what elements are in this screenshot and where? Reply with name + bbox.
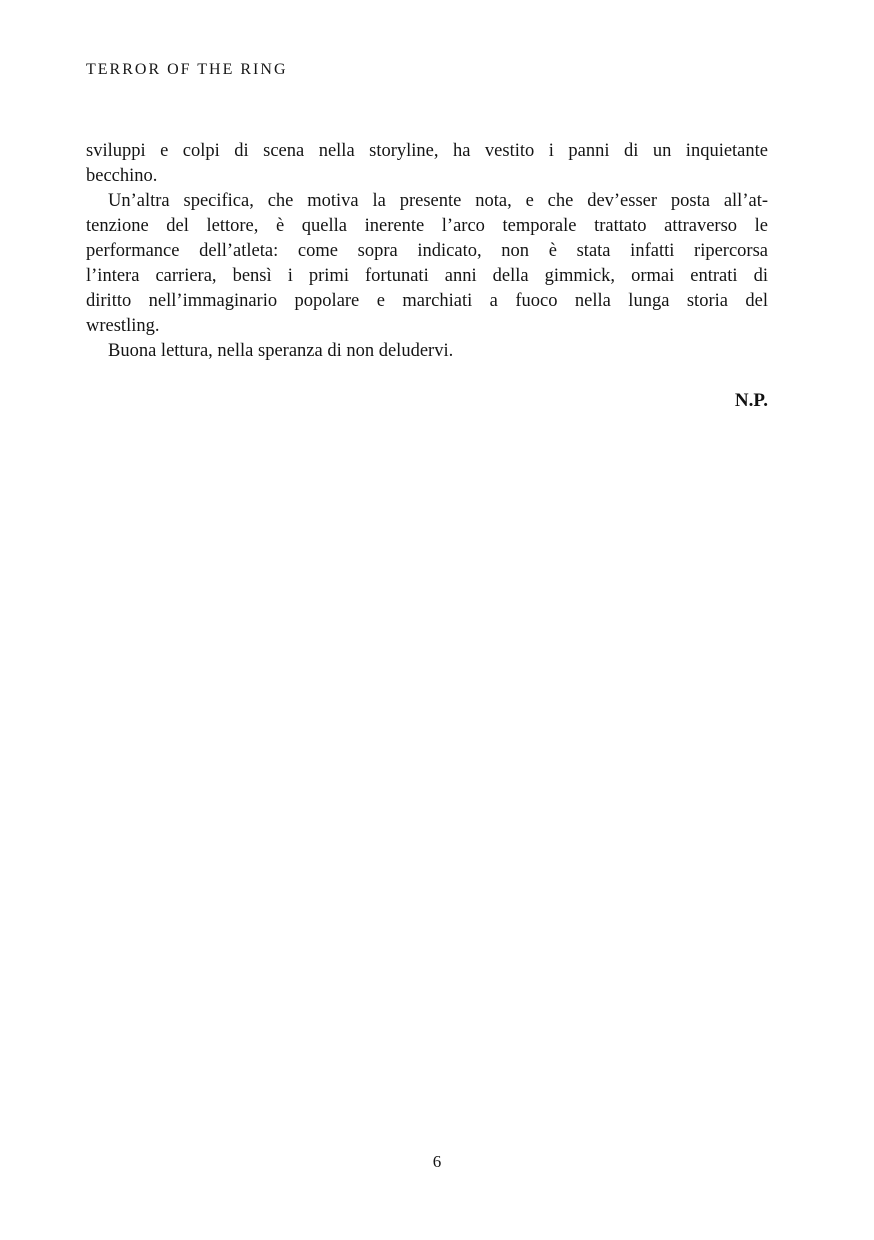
text-line: performance dell’atleta: come sopra indicato, non è stata infatti ripercorsa — [86, 241, 768, 261]
page-number: 6 — [432, 1152, 442, 1171]
text-line: sviluppi e colpi di scena nella storyline, ha vestito i panni di un inquietante — [86, 141, 768, 161]
author-initials: N.P. — [734, 390, 768, 411]
text-line: tenzione del lettore, è quella inerente l’arco temporale trattato attraverso le — [86, 216, 768, 236]
text-line: wrestling. — [86, 316, 160, 336]
body-text — [86, 139, 768, 364]
text-line: becchino. — [86, 166, 158, 186]
text-line: Buona lettura, nella speranza di non deludervi. — [108, 341, 454, 361]
text-line: Un’altra specifica, che motiva la presente nota, e che dev’esser posta all’at- — [108, 191, 768, 211]
running-header: TERROR OF THE RING — [86, 61, 288, 78]
text-line: l’intera carriera, bensì i primi fortunati anni della gimmick, ormai entrati di — [86, 266, 768, 286]
text-line: diritto nell’immaginario popolare e marchiati a fuoco nella lunga storia del — [86, 291, 768, 311]
